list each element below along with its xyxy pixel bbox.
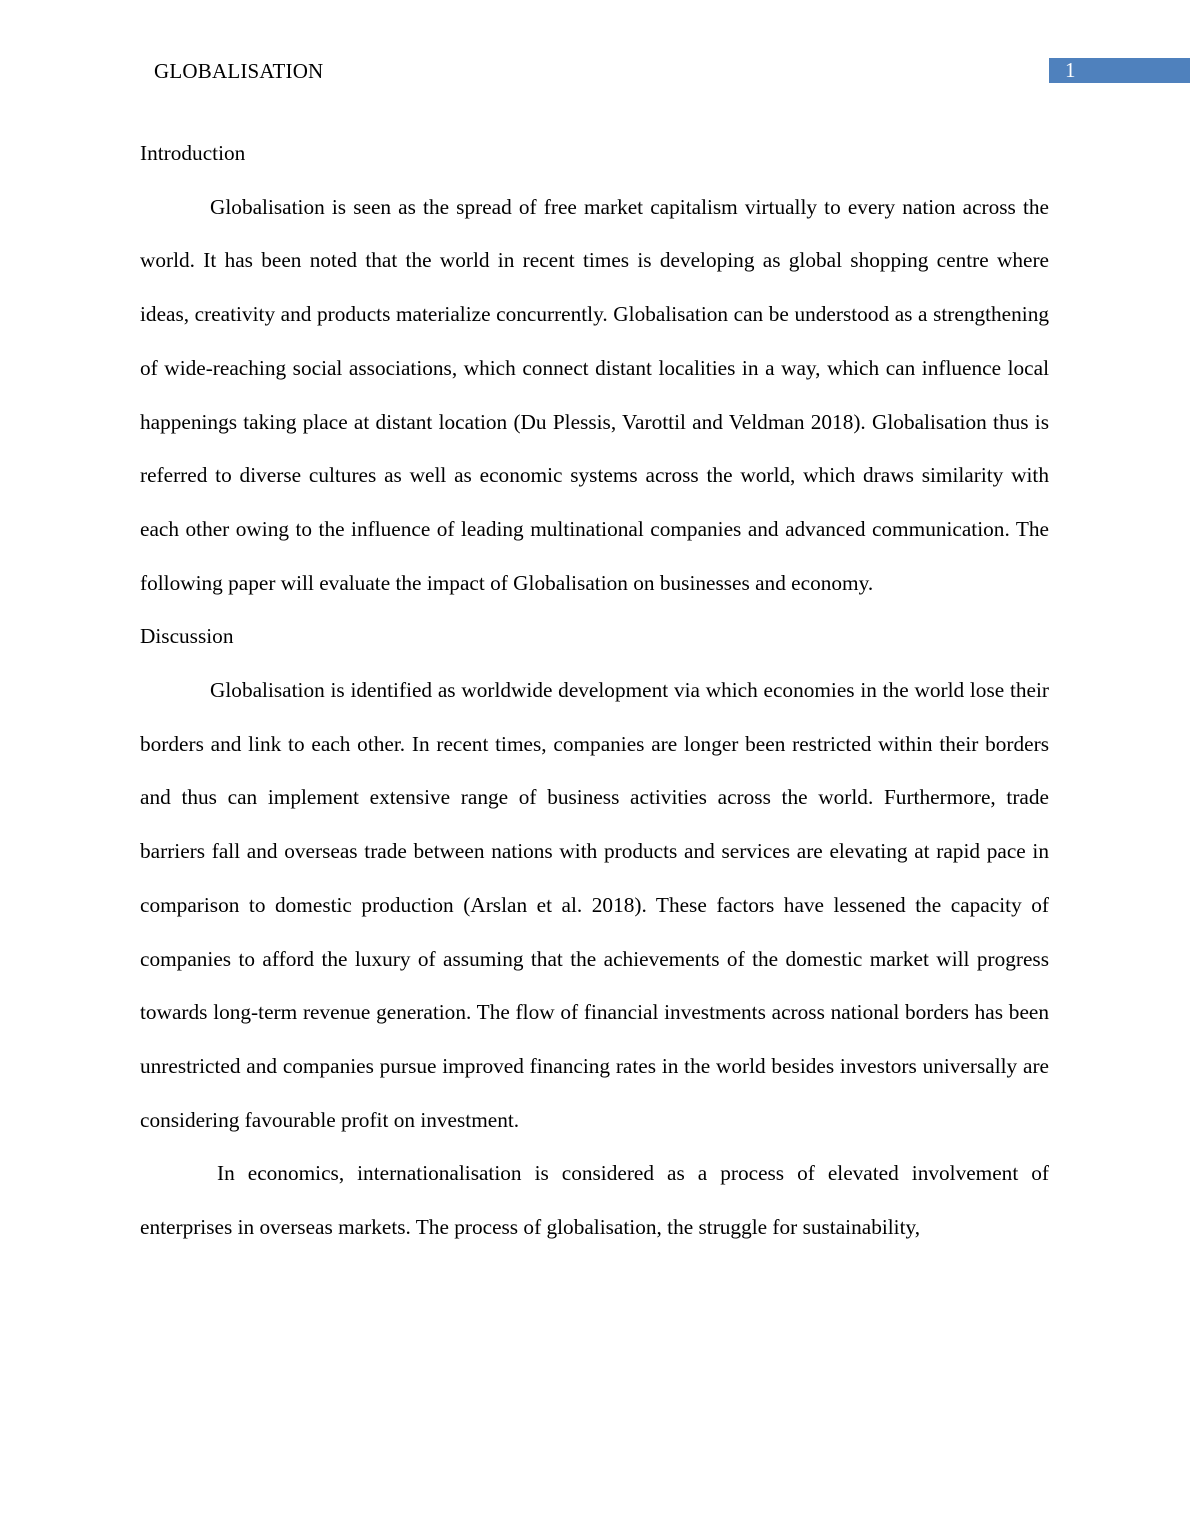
discussion-paragraph-2: In economics, internationalisation is considered as a process of elevated involvement of enterprises in overseas markets. The process of globalisation, the struggle for sustainability, [140,1161,1049,1240]
introduction-heading: Introduction [140,141,246,165]
page-number: 1 [1065,58,1076,82]
document-body [140,127,1049,1255]
discussion-heading: Discussion [140,624,234,649]
running-head: GLOBALISATION [154,59,324,83]
page-number-bar [1049,58,1190,83]
introduction-paragraph: Globalisation is seen as the spread of free market capitalism virtually to every nation across the world. It has been noted that the world in recent times is developing as global shopping centre where ideas, creativity and products materialize concurrently. Globalisation can be understood as a strengthening of wide-reaching social associations, which connect distant localities in a way, which can influence local happenings taking place at distant location (Du Plessis, Varottil and Veldman 2018). Globalisation thus is referred to diverse cultures as well as economic systems across the world, which draws similarity with each other owing to the influence of leading multinational companies and advanced communication. The following paper will evaluate the impact of Globalisation on businesses and economy. [140,194,1049,595]
discussion-paragraph-1: Globalisation is identified as worldwide development via which economies in the world lose their borders and link to each other. In recent times, companies are longer been restricted within their borders and thus can implement extensive range of business activities across the world. Furthermore, trade barriers fall and overseas trade between nations with products and services are elevating at rapid pace in comparison to domestic production (Arslan et al. 2018). These factors have lessened the capacity of companies to afford the luxury of assuming that the achievements of the domestic market will progress towards long-term revenue generation. The flow of financial investments across national borders has been unrestricted and companies pursue improved financing rates in the world besides investors universally are considering favourable profit on investment. [140,678,1049,1132]
